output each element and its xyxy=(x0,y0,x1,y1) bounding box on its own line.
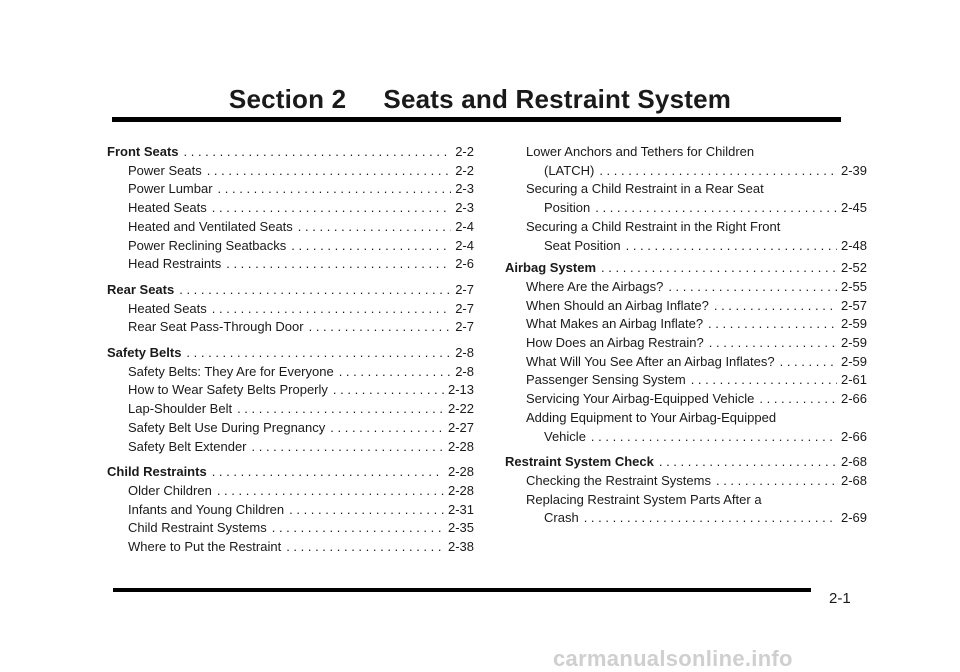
toc-entry[interactable] xyxy=(107,363,474,382)
toc-page: 2-28 xyxy=(447,438,474,454)
toc-entry-rear-seat-restraint[interactable] xyxy=(505,180,867,217)
toc-entry[interactable] xyxy=(107,199,474,218)
leader-dots xyxy=(780,353,837,372)
toc-label: Airbag System xyxy=(505,260,597,276)
toc-label: When Should an Airbag Inflate? xyxy=(526,297,709,313)
leader-dots xyxy=(599,162,837,181)
toc-label: Safety Belts: They Are for Everyone xyxy=(128,363,334,379)
toc-label-line1: Replacing Restraint System Parts After a xyxy=(526,491,762,507)
leader-dots xyxy=(330,419,444,438)
toc-page: 2-31 xyxy=(447,501,474,517)
toc-group-rear-seats xyxy=(107,281,474,337)
toc-page: 2-57 xyxy=(840,297,867,313)
leader-dots xyxy=(272,519,444,538)
leader-dots xyxy=(591,428,837,447)
toc-entry[interactable] xyxy=(505,371,867,390)
toc-group-airbag-system xyxy=(505,259,867,446)
leader-dots xyxy=(186,344,451,363)
toc-group-safety-belts xyxy=(107,344,474,456)
toc-label-line1: Adding Equipment to Your Airbag-Equipped xyxy=(526,409,777,425)
toc-entry[interactable] xyxy=(505,390,867,409)
toc-group-restraint-system-check xyxy=(505,453,867,528)
leader-dots xyxy=(691,371,837,390)
toc-label-line2: Seat Position xyxy=(544,237,621,253)
toc-label: Where to Put the Restraint xyxy=(128,539,282,555)
leader-dots xyxy=(759,390,837,409)
toc-label: Child Restraint Systems xyxy=(128,520,267,536)
toc-page: 2-27 xyxy=(447,419,474,435)
toc-label: Rear Seat Pass-Through Door xyxy=(128,319,304,335)
toc-page: 2-4 xyxy=(455,237,474,253)
toc-page: 2-48 xyxy=(840,237,867,253)
toc-label: Safety Belt Extender xyxy=(128,438,247,454)
toc-label: Child Restraints xyxy=(107,464,207,480)
toc-page: 2-59 xyxy=(840,335,867,351)
toc-page: 2-6 xyxy=(455,256,474,272)
leader-dots xyxy=(309,318,452,337)
toc-entry[interactable] xyxy=(107,538,474,557)
toc-label: Safety Belts xyxy=(107,345,182,361)
toc-label: Infants and Young Children xyxy=(128,501,285,517)
toc-entry[interactable] xyxy=(107,180,474,199)
toc-label: What Makes an Airbag Inflate? xyxy=(526,316,704,332)
toc-label: Older Children xyxy=(128,482,212,498)
toc-page: 2-66 xyxy=(840,391,867,407)
toc-page: 2-28 xyxy=(447,482,474,498)
toc-entry[interactable] xyxy=(505,278,867,297)
toc-page: 2-7 xyxy=(455,319,474,335)
leader-dots xyxy=(291,237,451,256)
leader-dots xyxy=(714,297,837,316)
toc-label-line1: Lower Anchors and Tethers for Children xyxy=(526,144,755,159)
toc-label: Heated and Ventilated Seats xyxy=(128,218,293,234)
footer-rule xyxy=(113,588,811,592)
toc-entry[interactable] xyxy=(107,419,474,438)
toc-entry-replacing-parts[interactable] xyxy=(505,491,867,528)
toc-entry-latch[interactable] xyxy=(505,143,867,180)
toc-page: 2-69 xyxy=(840,510,867,526)
toc-page: 2-7 xyxy=(455,281,474,297)
leader-dots xyxy=(333,381,444,400)
leader-dots xyxy=(218,180,452,199)
toc-entry[interactable] xyxy=(107,501,474,520)
toc-entry-front-seat-restraint[interactable] xyxy=(505,218,867,255)
toc-page: 2-38 xyxy=(447,539,474,555)
toc-label: Heated Seats xyxy=(128,300,207,316)
leader-dots xyxy=(286,538,444,557)
toc-page: 2-52 xyxy=(840,260,867,276)
toc-page: 2-8 xyxy=(455,345,474,361)
toc-page: 2-8 xyxy=(455,363,474,379)
toc-entry[interactable] xyxy=(107,381,474,400)
toc-page: 2-61 xyxy=(840,372,867,388)
toc-label: Lap-Shoulder Belt xyxy=(128,401,233,417)
toc-label: Power Lumbar xyxy=(128,181,213,197)
leader-dots xyxy=(237,400,444,419)
toc-group-child-restraints xyxy=(107,463,474,557)
toc-page: 2-68 xyxy=(840,454,867,470)
toc-page: 2-4 xyxy=(455,218,474,234)
leader-dots xyxy=(289,501,444,520)
toc-page: 2-2 xyxy=(455,162,474,178)
toc-page: 2-7 xyxy=(455,300,474,316)
toc-entry[interactable] xyxy=(107,300,474,319)
toc-section-front-seats[interactable] xyxy=(107,143,474,162)
leader-dots xyxy=(708,315,837,334)
toc-label: Restraint System Check xyxy=(505,454,654,470)
leader-dots xyxy=(207,162,452,181)
leader-dots xyxy=(595,199,837,218)
toc-entry[interactable] xyxy=(505,334,867,353)
page-title: Section 2 Seats and Restraint System xyxy=(228,84,732,114)
leader-dots xyxy=(584,509,837,528)
toc-page: 2-2 xyxy=(455,144,474,159)
leader-dots xyxy=(179,281,451,300)
leader-dots xyxy=(716,472,837,491)
toc-label-line1: Securing a Child Restraint in the Right Front xyxy=(526,218,781,234)
toc-page: 2-22 xyxy=(447,401,474,417)
toc-label: Where Are the Airbags? xyxy=(526,278,664,294)
toc-entry[interactable] xyxy=(505,353,867,372)
toc-page: 2-3 xyxy=(455,181,474,197)
toc-entry[interactable] xyxy=(505,472,867,491)
leader-dots xyxy=(601,259,837,278)
toc-entry[interactable] xyxy=(107,438,474,457)
leader-dots xyxy=(212,199,451,218)
toc-label: Front Seats xyxy=(107,144,179,159)
toc-label: What Will You See After an Airbag Inflates? xyxy=(526,353,775,369)
leader-dots xyxy=(339,363,452,382)
leader-dots xyxy=(659,453,837,472)
toc-entry[interactable] xyxy=(107,318,474,337)
leader-dots xyxy=(252,438,444,457)
toc-label: How to Wear Safety Belts Properly xyxy=(128,382,328,398)
title-rule xyxy=(112,117,841,122)
leader-dots xyxy=(709,334,837,353)
toc-page: 2-68 xyxy=(840,472,867,488)
toc-label-line1: Securing a Child Restraint in a Rear Seat xyxy=(526,181,764,197)
toc-label-line2: Crash xyxy=(544,510,579,526)
toc-entry[interactable] xyxy=(107,255,474,274)
leader-dots xyxy=(184,143,452,162)
leader-dots xyxy=(226,255,451,274)
leader-dots xyxy=(668,278,837,297)
toc-label-line2: Position xyxy=(544,200,591,216)
toc-label: Checking the Restraint Systems xyxy=(526,472,711,488)
toc-entry[interactable] xyxy=(107,400,474,419)
toc-entry-adding-equipment[interactable] xyxy=(505,409,867,446)
toc-page: 2-59 xyxy=(840,353,867,369)
toc-group-front-seats xyxy=(107,143,474,274)
toc-page: 2-28 xyxy=(447,464,474,480)
leader-dots xyxy=(212,300,451,319)
toc-label-line2: (LATCH) xyxy=(544,162,595,178)
toc-section-restraint-system-check[interactable] xyxy=(505,453,867,472)
toc-section-airbag-system[interactable] xyxy=(505,259,867,278)
toc-left-column xyxy=(107,143,474,564)
toc-label: Passenger Sensing System xyxy=(526,372,686,388)
toc-section-safety-belts[interactable] xyxy=(107,344,474,363)
leader-dots xyxy=(298,218,451,237)
toc-label: Servicing Your Airbag-Equipped Vehicle xyxy=(526,391,755,407)
toc-entry[interactable] xyxy=(505,315,867,334)
toc-group-child-restraints-cont xyxy=(505,143,867,255)
toc-entry[interactable] xyxy=(505,297,867,316)
toc-entry[interactable] xyxy=(107,482,474,501)
toc-page: 2-35 xyxy=(447,520,474,536)
toc-label: Head Restraints xyxy=(128,256,222,272)
toc-page: 2-45 xyxy=(840,200,867,216)
toc-page: 2-13 xyxy=(447,382,474,398)
toc-entry[interactable] xyxy=(107,237,474,256)
toc-section-rear-seats[interactable] xyxy=(107,281,474,300)
toc-label: Heated Seats xyxy=(128,200,207,216)
toc-right-column xyxy=(505,143,867,535)
toc-entry[interactable] xyxy=(107,519,474,538)
toc-label: Safety Belt Use During Pregnancy xyxy=(128,419,326,435)
leader-dots xyxy=(212,463,444,482)
toc-label: Rear Seats xyxy=(107,281,175,297)
toc-label-line2: Vehicle xyxy=(544,428,586,444)
watermark: carmanualsonline.info xyxy=(553,646,793,671)
leader-dots xyxy=(626,237,837,256)
toc-page: 2-66 xyxy=(840,428,867,444)
toc-label: Power Reclining Seatbacks xyxy=(128,237,287,253)
toc-page: 2-3 xyxy=(455,200,474,216)
page-number: 2-1 xyxy=(829,590,851,607)
toc-entry[interactable] xyxy=(107,218,474,237)
toc-label: How Does an Airbag Restrain? xyxy=(526,335,704,351)
toc-page: 2-39 xyxy=(840,162,867,178)
toc-page: 2-55 xyxy=(840,278,867,294)
toc-label: Power Seats xyxy=(128,162,202,178)
leader-dots xyxy=(217,482,444,501)
toc-section-child-restraints[interactable] xyxy=(107,463,474,482)
toc-entry[interactable] xyxy=(107,162,474,181)
toc-page: 2-59 xyxy=(840,316,867,332)
